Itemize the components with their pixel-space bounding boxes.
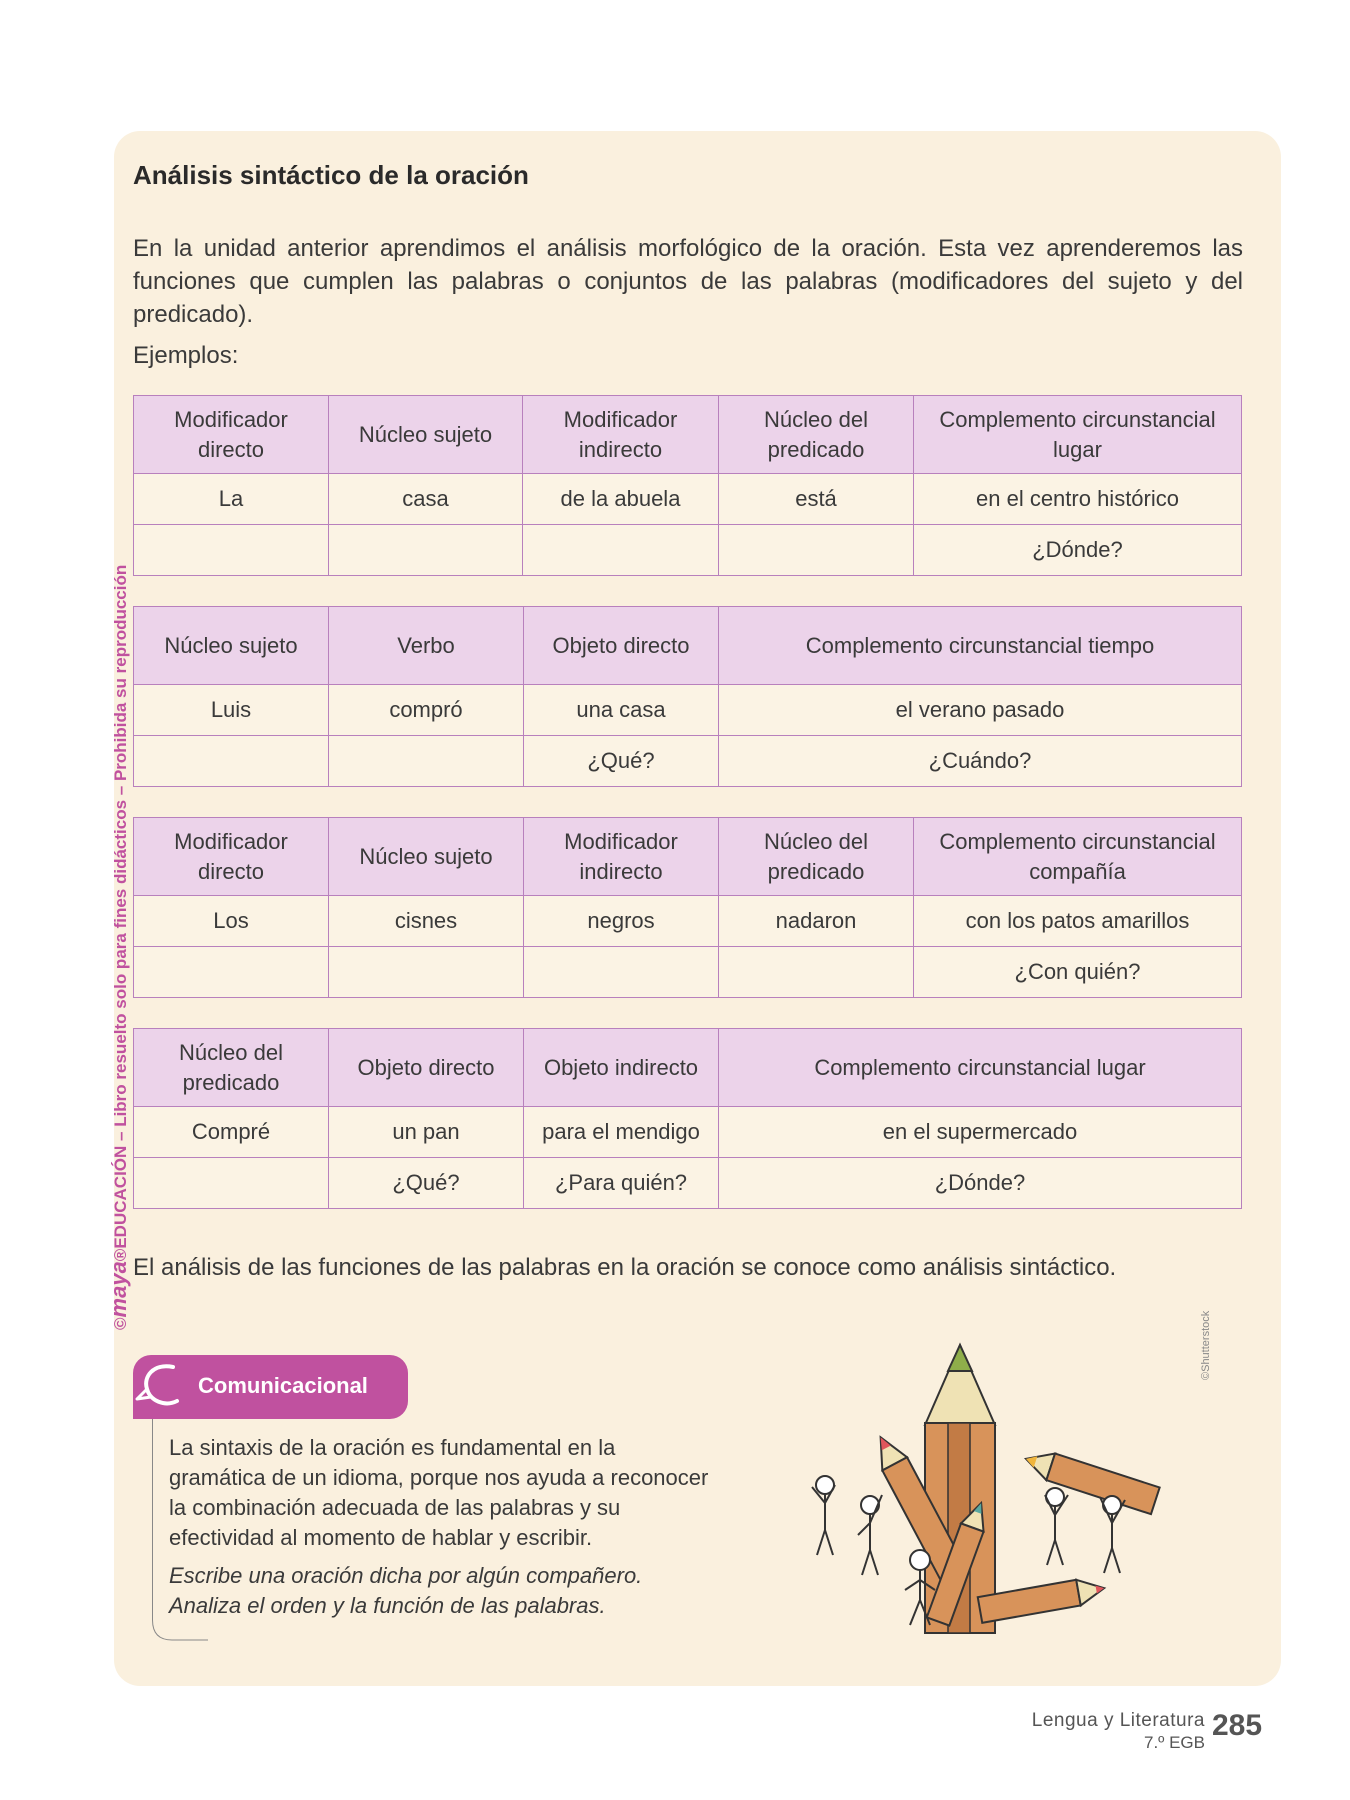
- table-row: [134, 947, 1242, 998]
- syntax-table-2: [133, 606, 1242, 787]
- table-header-cell: Complemento circunstancial lugar: [914, 396, 1242, 474]
- table-cell: ¿Dónde?: [719, 1158, 1242, 1209]
- table-cell: [523, 525, 719, 576]
- table-cell: [329, 736, 524, 787]
- table-header-row: [134, 1029, 1242, 1107]
- table-cell: [329, 525, 523, 576]
- table-cell: ¿Para quién?: [524, 1158, 719, 1209]
- footer-subject: Lengua y Literatura: [1031, 1710, 1205, 1731]
- table-cell: ¿Qué?: [329, 1158, 524, 1209]
- syntax-table-1: [133, 395, 1242, 576]
- intro-paragraph: En la unidad anterior aprendimos el análisis morfológico de la oración. Esta vez aprenderemos las funciones que cumplen las palabras o conjuntos de las palabras (modificadores del sujeto y del predicado).: [133, 235, 1243, 328]
- table-header-cell: Complemento circunstancial tiempo: [719, 607, 1242, 685]
- table-header-cell: Núcleo del predicado: [719, 818, 914, 896]
- table-header-cell: Modificador directo: [134, 396, 329, 474]
- table-header-cell: Núcleo sujeto: [134, 607, 329, 685]
- comunicacional-icon: [133, 1355, 183, 1419]
- table-cell: ¿Cuándo?: [719, 736, 1242, 787]
- brand-logo-text: maya: [106, 1261, 131, 1318]
- table-row: [134, 1158, 1242, 1209]
- table-row: [134, 474, 1242, 525]
- table-cell: [329, 947, 524, 998]
- table-header-cell: Núcleo del predicado: [719, 396, 914, 474]
- table-header-cell: Modificador directo: [134, 818, 329, 896]
- page-number: 285: [1212, 1709, 1263, 1742]
- table-cell: casa: [329, 474, 523, 525]
- footer-grade: 7.º EGB: [1143, 1733, 1205, 1752]
- table-row: [134, 896, 1242, 947]
- table-cell: en el centro histórico: [914, 474, 1242, 525]
- table-header-cell: Objeto directo: [329, 1029, 524, 1107]
- comunicacional-task: Escribe una oración dicha por algún compañero. Analiza el orden y la función de las palabras.: [169, 1563, 643, 1618]
- table-cell: el verano pasado: [719, 685, 1242, 736]
- registered-symbol: ®: [111, 1248, 130, 1262]
- table-cell: [719, 525, 914, 576]
- examples-label: Ejemplos:: [133, 342, 239, 369]
- table-header-cell: Núcleo sujeto: [329, 818, 524, 896]
- pencils-illustration: [790, 1335, 1190, 1645]
- table-cell: [719, 947, 914, 998]
- table-cell: de la abuela: [523, 474, 719, 525]
- table-cell: [524, 947, 719, 998]
- table-cell: en el supermercado: [719, 1107, 1242, 1158]
- table-header-cell: Modificador indirecto: [524, 818, 719, 896]
- comunicacional-border-vertical: [152, 1419, 153, 1619]
- table-row: [134, 525, 1242, 576]
- comunicacional-label: Comunicacional: [198, 1373, 368, 1398]
- table-cell: con los patos amarillos: [914, 896, 1242, 947]
- carried-pencil-icon: [1022, 1446, 1160, 1515]
- syntax-table-4: [133, 1028, 1242, 1209]
- table-cell: un pan: [329, 1107, 524, 1158]
- table-cell: [134, 947, 329, 998]
- table-header-row: [134, 607, 1242, 685]
- table-header-cell: Complemento circunstancial compañía: [914, 818, 1242, 896]
- conclusion-text: El análisis de las funciones de las palabras en la oración se conoce como análisis sintáctico.: [133, 1254, 1117, 1281]
- table-header-cell: Núcleo del predicado: [134, 1029, 329, 1107]
- table-cell: Compré: [134, 1107, 329, 1158]
- table-cell: [134, 1158, 329, 1209]
- side-note-text: EDUCACIÓN – Libro resuelto solo para fines didácticos – Prohibida su reproducción: [111, 564, 130, 1249]
- table-cell: una casa: [524, 685, 719, 736]
- table-cell: compró: [329, 685, 524, 736]
- table-header-cell: Núcleo sujeto: [329, 396, 523, 474]
- table-header-cell: Modificador indirecto: [523, 396, 719, 474]
- table-cell: está: [719, 474, 914, 525]
- comunicacional-text: La sintaxis de la oración es fundamental en la gramática de un idioma, porque nos ayuda a reconocer la combinación adecuada de las palabras y su efectividad al momento de hablar y escribir.: [169, 1435, 709, 1550]
- table-header-row: [134, 396, 1242, 474]
- section-title: Análisis sintáctico de la oración: [133, 160, 529, 190]
- table-header-cell: Complemento circunstancial lugar: [719, 1029, 1242, 1107]
- table-cell: nadaron: [719, 896, 914, 947]
- table-cell: La: [134, 474, 329, 525]
- table-cell: Los: [134, 896, 329, 947]
- table-cell: para el mendigo: [524, 1107, 719, 1158]
- table-cell: [134, 736, 329, 787]
- table-cell: negros: [524, 896, 719, 947]
- table-row: [134, 736, 1242, 787]
- table-header-cell: Objeto directo: [524, 607, 719, 685]
- table-cell: Luis: [134, 685, 329, 736]
- syntax-table-3: [133, 817, 1242, 998]
- table-row: [134, 1107, 1242, 1158]
- copyright-symbol: ©: [111, 1317, 130, 1330]
- copyright-side-note: [106, 565, 132, 1330]
- table-header-row: [134, 818, 1242, 896]
- table-cell: cisnes: [329, 896, 524, 947]
- image-credit: ©Shutterstock: [1200, 1310, 1212, 1380]
- table-cell: ¿Con quién?: [914, 947, 1242, 998]
- table-header-cell: Verbo: [329, 607, 524, 685]
- table-cell: [134, 525, 329, 576]
- table-cell: ¿Qué?: [524, 736, 719, 787]
- table-row: [134, 685, 1242, 736]
- table-header-cell: Objeto indirecto: [524, 1029, 719, 1107]
- table-cell: ¿Dónde?: [914, 525, 1242, 576]
- lying-pencil-icon: [978, 1575, 1107, 1622]
